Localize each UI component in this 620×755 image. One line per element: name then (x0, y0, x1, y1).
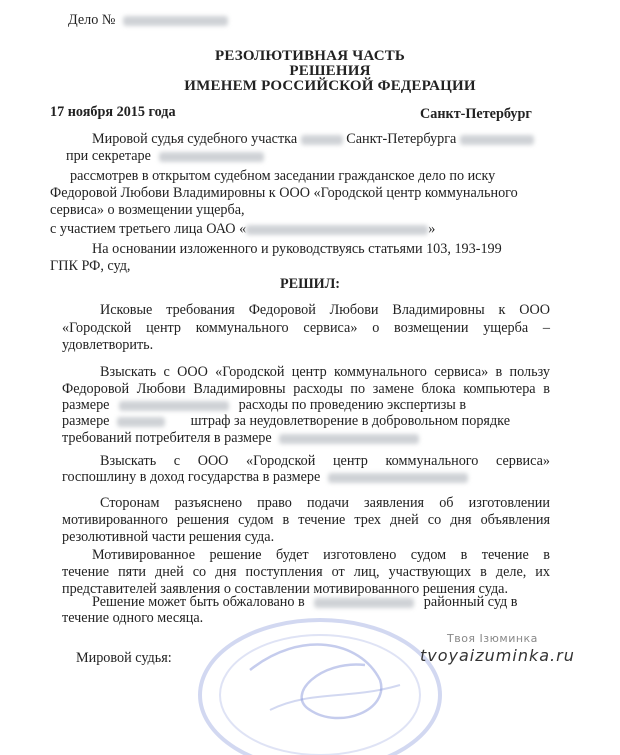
intro-city: Санкт-Петербурга (346, 131, 457, 147)
intro-line-4: Федоровой Любови Владимировны к ООО «Городской центр коммунального (50, 185, 518, 201)
amount-label: размере (62, 397, 110, 413)
appeal-text: Решение может быть обжаловано в (92, 594, 305, 610)
redacted-amount (117, 417, 165, 427)
watermark-brand: Твоя Ізюминка (447, 632, 538, 645)
para1-line-1: Исковые требования Федоровой Любови Владимировны к ООО (100, 302, 550, 318)
intro-line-1 (92, 131, 534, 148)
state-duty-text: госпошлину в доход государства в размере (62, 469, 321, 485)
amount-label: размере (62, 413, 110, 429)
case-number-line (68, 12, 228, 29)
penalty-text: штраф за неудовлетворение в добровольном порядке (190, 413, 511, 429)
para4-line-2: мотивированного решения судом в течение трех дней со дня объявления (62, 512, 550, 528)
para4-line-3: резолютивной части решения суда. (62, 529, 275, 545)
case-label: Дело № (68, 12, 116, 28)
para2-line-5 (62, 430, 419, 447)
para2-line-2: Федоровой Любови Владимировны расходы по замене блока компьютера в (62, 381, 550, 397)
intro-line-8: ГПК РФ, суд, (50, 258, 131, 274)
stamp-icon (190, 590, 450, 755)
redacted-third-party (246, 225, 428, 235)
para1-line-2: «Городской центр коммунального сервиса» о возмещении ущерба – (62, 320, 550, 336)
intro-line-3: рассмотрев в открытом судебном заседании гражданское дело по иску (70, 168, 496, 184)
para6-line-2: течение одного месяца. (62, 610, 204, 626)
appeal-court-text: районный суд в (423, 594, 518, 610)
para2-line-3 (62, 397, 466, 414)
decision-date: 17 ноября 2015 года (50, 104, 176, 120)
expertise-text: расходы по проведению экспертизы в (238, 397, 467, 413)
redacted-amount (328, 473, 468, 483)
para4-line-1: Сторонам разъяснено право подачи заявления об изготовлении (100, 495, 550, 511)
redacted-judge-name (460, 135, 534, 145)
title-line-2: РЕШЕНИЯ (289, 63, 371, 79)
redacted-secretary (159, 152, 264, 162)
intro-line-6 (50, 221, 435, 238)
redacted-district (301, 135, 343, 145)
resolved-heading: РЕШИЛ: (279, 276, 341, 292)
para2-line-1: Взыскать с ООО «Городской центр коммунального сервиса» в пользу (100, 364, 550, 380)
judge-intro-text: Мировой судья судебного участка (92, 131, 298, 147)
decision-city: Санкт-Петербург (420, 106, 532, 122)
redacted-amount (279, 434, 419, 444)
third-party-label: с участием третьего лица ОАО « (50, 221, 247, 237)
redacted-amount (119, 401, 229, 411)
secretary-label: при секретаре (66, 148, 151, 164)
para5-line-2: течение пяти дней со дня поступления от лиц, участвующих в деле, их (62, 564, 550, 580)
title-line-1: РЕЗОЛЮТИВНАЯ ЧАСТЬ (214, 48, 406, 64)
signature-label: Мировой судья: (76, 650, 172, 666)
para5-line-3: представителей заявления о составлении мотивированного решения суда. (62, 581, 509, 597)
intro-line-5: сервиса» о возмещении ущерба, (50, 202, 245, 218)
intro-line-2 (66, 148, 264, 165)
watermark-url: tvoyaizuminka.ru (420, 646, 575, 665)
para5-line-1: Мотивированное решение будет изготовлено судом в течение в (92, 547, 550, 563)
third-party-close-quote: » (428, 221, 436, 237)
para3-line-2 (62, 469, 468, 486)
intro-line-7: На основании изложенного и руководствуясь статьями 103, 193-199 (92, 241, 502, 257)
para2-line-4 (62, 413, 510, 430)
redacted-case-number (123, 16, 228, 26)
title-line-3: ИМЕНЕМ РОССИЙСКОЙ ФЕДЕРАЦИИ (184, 78, 476, 94)
para3-line-1: Взыскать с ООО «Городской центр коммунального сервиса» (100, 453, 550, 469)
consumer-demand-text: требований потребителя в размере (62, 430, 272, 446)
para1-line-3: удовлетворить. (62, 337, 154, 353)
